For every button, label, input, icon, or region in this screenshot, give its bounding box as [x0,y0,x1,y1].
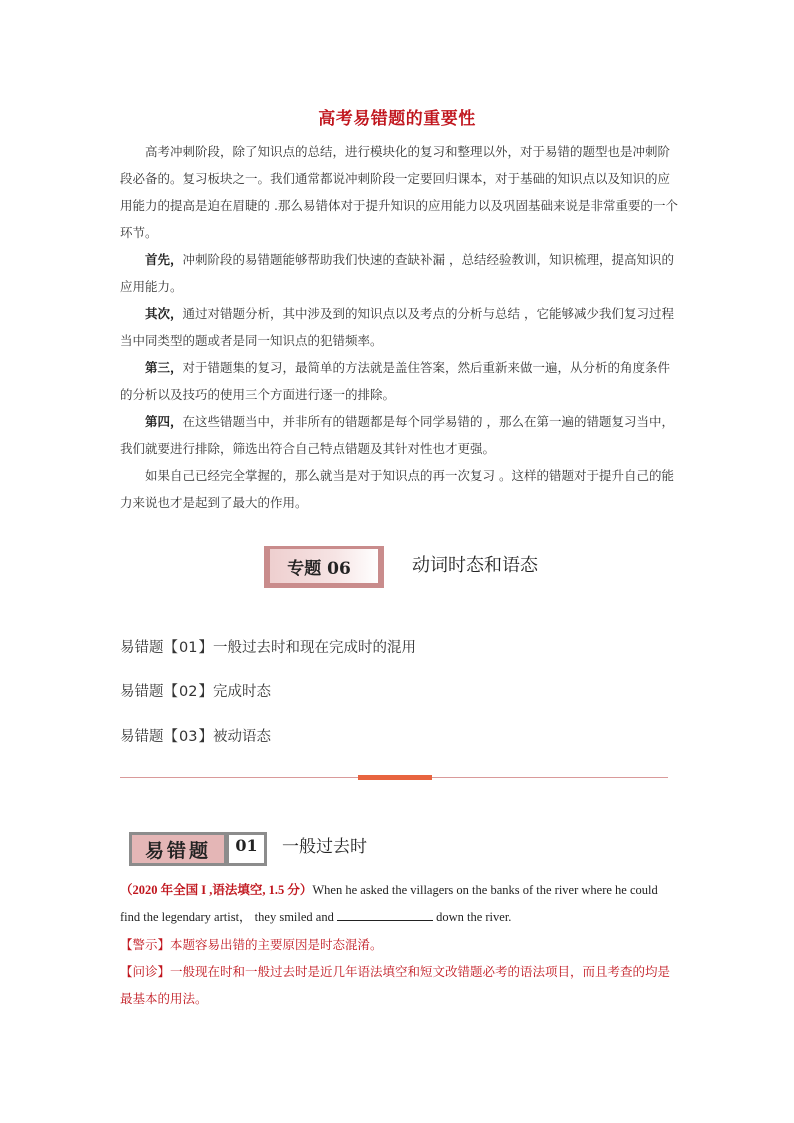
toc-number: 03 [179,729,198,745]
paragraph-text: 对于错题集的复习，最简单的方法就是盖住答案，然后重新来做一遍，从分析的角度条件的分析以及技巧的使用三个方面进行逐一的排除。 [120,360,671,402]
intro-paragraph [120,300,680,354]
question-source: （2020 年全国 I ,语法填空, 1.5 分） [120,883,313,897]
question-banner-label: 易错题 [144,840,211,862]
toc-text: 】被动语态 [198,729,271,745]
topic-label: 专题 06 [287,559,351,579]
question-title: 一般过去时 [282,837,367,857]
topic-banner [264,546,384,588]
divider-accent [358,775,432,780]
paragraph-lead: 其次， [145,306,183,321]
question-sentence-a: When he asked the villagers on the banks of the river where he could find the legendary artist， they smiled and [120,883,658,924]
intro-paragraph [120,354,680,408]
intro-paragraph: 如果自己已经完全掌握的，那么就当是对于知识点的再一次复习 。这样的错题对于提升自己的能力来说也才是起到了最大的作用。 [120,468,674,510]
paragraph-text: 在这些错题当中，并非所有的错题都是每个同学易错的 ，那么在第一遍的错题复习当中，我们就要进行排除，筛选出符合自己特点错题及其针对性也才更强。 [120,414,674,456]
paragraph-lead: 第四， [145,414,183,429]
topic-title: 动词时态和语态 [412,555,538,576]
toc-number: 01 [179,640,198,656]
intro-paragraph [120,246,680,300]
toc-prefix: 易错题【 [120,729,178,745]
question-warning: 【警示】本题容易出错的主要原因是时态混淆。 [120,937,383,952]
toc-text: 】完成时态 [198,684,271,700]
intro-paragraph: 高考冲刺阶段，除了知识点的总结，进行模块化的复习和整理以外，对于易错的题型也是冲刺阶段必备的。复习板块之一。我们通常都说冲刺阶段一定要回归课本，对于基础的知识点以及知识的应用能力的提高是迫在眉睫的 .那么易错体对于提升知识的应用能力以及巩固基础来说是非常重要的一个环节。 [120,144,678,240]
toc-item [120,725,271,746]
question-body [120,877,680,1012]
paragraph-lead: 首先， [145,252,183,267]
intro-section [120,138,680,516]
question-diagnosis: 【问诊】一般现在时和一般过去时是近几年语法填空和短文改错题必考的语法项目，而且考查的均是最基本的用法。 [120,964,671,1006]
toc-item [120,636,416,657]
toc-item [120,680,271,701]
toc-prefix: 易错题【 [120,640,178,656]
question-banner-number: 01 [235,836,258,855]
toc-number: 02 [179,684,198,700]
paragraph-text: 通过对错题分析，其中涉及到的知识点以及考点的分析与总结 ，它能够减少我们复习过程当中同类型的题或者是同一知识点的犯错频率。 [120,306,674,348]
answer-blank [337,908,433,921]
toc-prefix: 易错题【 [120,684,178,700]
question-banner [129,832,267,866]
paragraph-lead: 第三， [145,360,183,375]
question-text [120,877,680,931]
paragraph-text: 冲刺阶段的易错题能够帮助我们快速的查缺补漏 ，总结经验教训，知识梳理，提高知识的应用能力。 [120,252,674,294]
page-title: 高考易错题的重要性 [318,109,476,129]
intro-paragraph [120,408,680,462]
question-sentence-b: down the river. [432,910,512,924]
toc-text: 】一般过去时和现在完成时的混用 [198,640,416,656]
